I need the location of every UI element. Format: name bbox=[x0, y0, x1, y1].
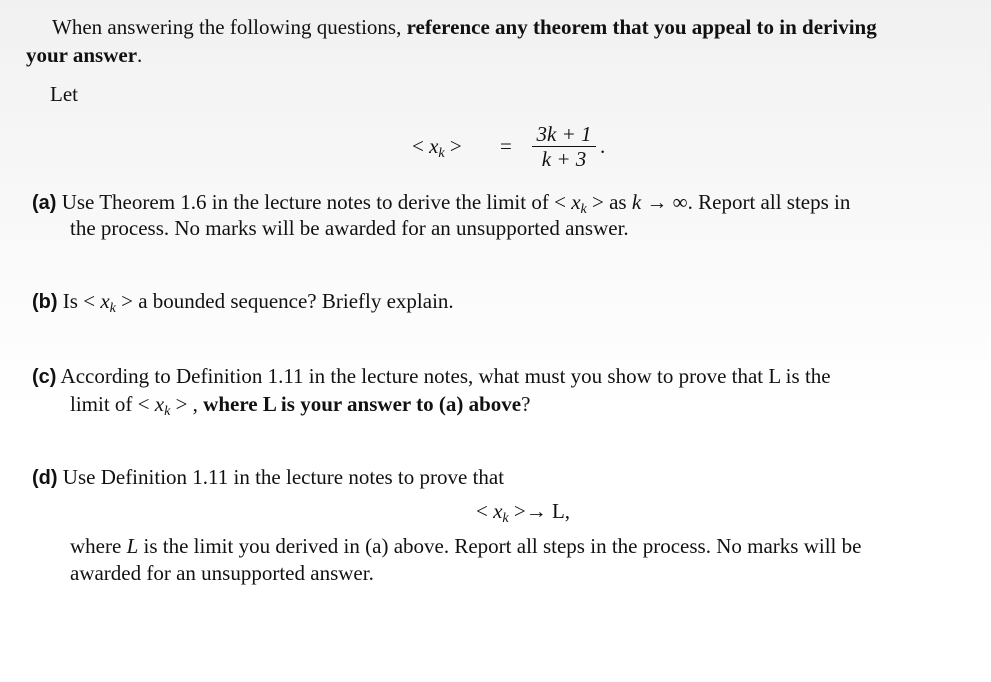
fraction bbox=[528, 122, 600, 171]
question-b-seq: < $x_k$ > bbox=[83, 289, 133, 316]
intro-line-2 bbox=[26, 42, 142, 68]
fraction-denominator: k + 3 bbox=[541, 147, 587, 171]
equation-period: . bbox=[600, 134, 606, 158]
intro-text: When answering the following questions, bbox=[52, 15, 407, 39]
question-d-line-1: (d) Use Definition 1.11 in the lecture notes to prove that bbox=[32, 465, 505, 489]
question-c-seq: < $x_k$ > bbox=[137, 392, 188, 419]
question-c-label: (c) bbox=[32, 366, 57, 388]
intro-bold-2: your answer bbox=[26, 43, 138, 67]
question-d-label: (d) bbox=[32, 467, 58, 489]
sequence-lhs: < $x_k$ > bbox=[412, 134, 462, 161]
question-a-text: Use Theorem 1.6 in the lecture notes to derive the limit of bbox=[61, 190, 555, 214]
intro-line-1 bbox=[52, 14, 877, 40]
question-c-bold: where L is your answer to (a) above bbox=[203, 392, 522, 416]
question-d-line-2: where L is the limit you derived in (a) above. Report all steps in the process. No marks will be bbox=[70, 534, 862, 558]
question-d-display: < $x_k >\to L$, bbox=[476, 499, 571, 526]
question-a-line-2: the process. No marks will be awarded for an unsupported answer. bbox=[70, 216, 629, 240]
question-c-line-1: (c) According to Definition 1.11 in the lecture notes, what must you show to prove that L is the bbox=[32, 364, 831, 388]
question-c-line-2: limit of < $x_k$ > , where L is your answer to (a) above? bbox=[70, 392, 531, 419]
question-b: (b) $Is < x_k > a$ bounded sequence? Briefly explain. bbox=[32, 289, 454, 316]
question-b-label: (b) bbox=[32, 291, 58, 313]
intro-period: . bbox=[137, 43, 143, 67]
equals-sign: = bbox=[500, 134, 512, 158]
question-a-label: (a) bbox=[32, 192, 57, 214]
let-label: Let bbox=[50, 82, 78, 106]
question-a-seq: < $x_k$ > bbox=[554, 190, 604, 217]
intro-bold-1: reference any theorem that you appeal to in deriving bbox=[406, 15, 877, 39]
question-d-line-3: awarded for an unsupported answer. bbox=[70, 561, 374, 585]
question-a-line-1: (a) Use Theorem 1.6 in the lecture notes to derive the limit of < $x_k$ > as k → ∞. Report all steps in bbox=[32, 190, 851, 217]
fraction-numerator: 3k + 1 bbox=[536, 122, 592, 146]
